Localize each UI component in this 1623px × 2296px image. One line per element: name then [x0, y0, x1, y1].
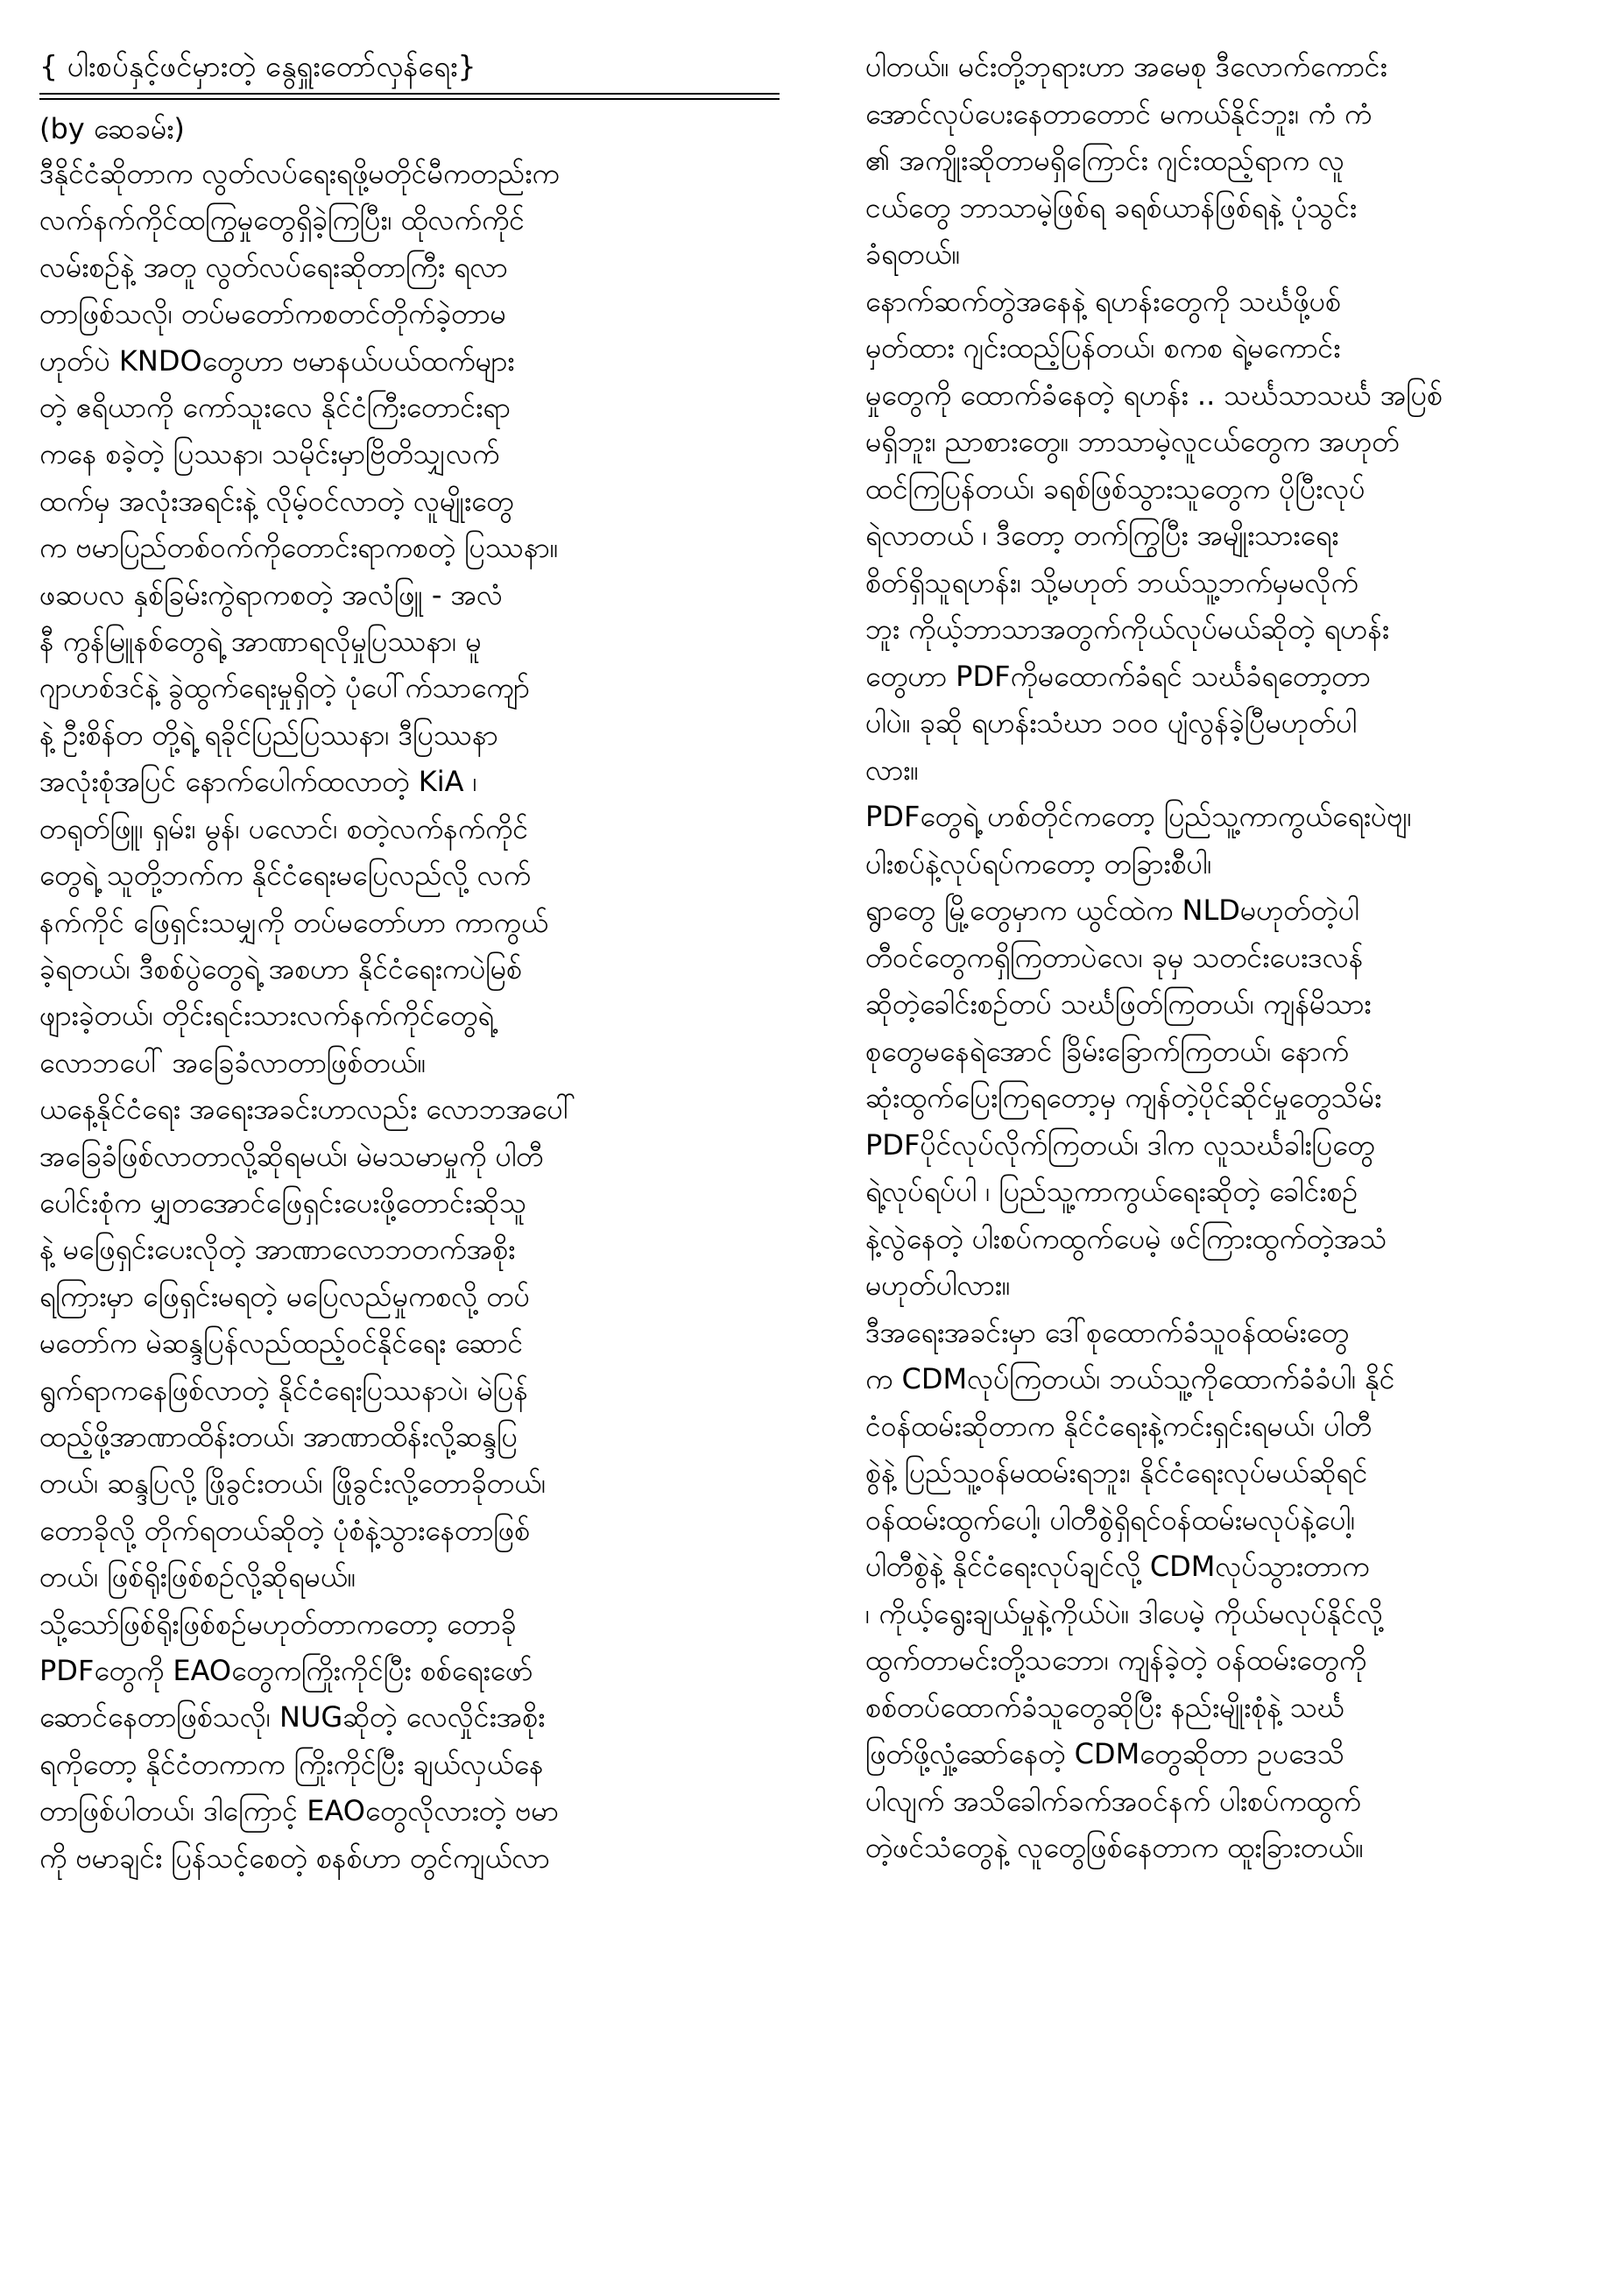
text-line: ထင်ကြပြန်တယ်၊ ခရစ်ဖြစ်သွားသူတွေက ပိုပြီးလုပ် [865, 471, 1365, 505]
text-line: PDFပိုင်လုပ်လိုက်ကြတယ်၊ ဒါက လူသင်္ဃခါးပြတွေ [865, 1127, 1375, 1162]
text-line: လား။ [865, 752, 919, 787]
text-line: က ဗမာပြည်တစ်ဝက်ကိုတောင်းရာကစတဲ့ ပြဿနာ။ [39, 531, 559, 565]
text-line: တာဖြစ်သလို၊ တပ်မတော်ကစတင်တိုက်ခဲ့တာမ [39, 297, 506, 331]
text-line: နဲ့ ဦးစိန်တ တို့ရဲ့ ရခိုင်ပြည်ပြဿနာ၊ ဒီပြဿနာ [39, 717, 498, 752]
text-line: လက်နက်ကိုင်ထကြွမှုတွေရှိခဲ့ကြပြီး၊ ထိုလက်ကိုင် [39, 203, 526, 237]
text-line: က CDMလုပ်ကြတယ်၊ ဘယ်သူ့ကိုထောက်ခံခံပါ၊ နိုင် [865, 1362, 1395, 1395]
text-line: ဒီနိုင်ငံဆိုတာက လွတ်လပ်ရေးရဖို့မတိုင်မီကတည်းက [39, 157, 560, 190]
text-line: ဖြတ်ဖို့လှုံ့ဆော်နေတဲ့ CDMတွေဆိုတာ ဥပဒေသိ [865, 1737, 1344, 1770]
text-line: ပါတယ်။ မင်းတို့ဘုရားဟာ အမေစု ဒီလောက်ကောင်း [865, 50, 1387, 83]
left-body-text [39, 151, 780, 1882]
text-line: တောခိုလို့ တိုက်ရတယ်ဆိုတဲ့ ပုံစံနဲ့သွားနေတာဖြစ် [39, 1513, 531, 1547]
text-line: မရှိဘူး၊ ညာစားတွေ။ ဘာသာမဲ့လူငယ်တွေက အဟုတ် [865, 425, 1400, 458]
text-line: ရကြားမှာ ဖြေရှင်းမရတဲ့ မပြေလည်မှုကစလို့ တပ် [39, 1279, 530, 1313]
text-line: မှတ်ထား ဂျင်းထည့်ပြန်တယ်၊ စကစ ရဲ့မကောင်း [865, 331, 1341, 364]
text-line: ငယ်တွေ ဘာသာမဲ့ဖြစ်ရ ခရစ်ယာန်ဖြစ်ရနဲ့ ပုံသွင်း [865, 190, 1358, 224]
text-line: ခံရတယ်။ [865, 237, 961, 271]
text-line: ကို ဗမာချင်း ပြန်သင့်စေတဲ့ စနစ်ဟာ တွင်ကျယ်လာ [39, 1840, 550, 1875]
text-line: နဲ့ မဖြေရှင်းပေးလိုတဲ့ အာဏာလောဘတက်အစိုး [39, 1233, 516, 1267]
text-line: ထွက်တာမင်းတို့သဘော၊ ကျန်ခဲ့တဲ့ ဝန်ထမ်းတွေကို [865, 1643, 1367, 1677]
text-line: ဆိုတဲ့ခေါင်းစဥ်တပ် သင်္ဃဖြတ်ကြတယ်၊ ကျန်မိသား [865, 987, 1372, 1021]
text-line: PDFတွေရဲ့ ဟစ်တိုင်ကတော့ ပြည်သူ့ကာကွယ်ရေးပဲဗျ၊ [865, 800, 1412, 833]
text-line: ဘူး ကိုယ့်ဘာသာအတွက်ကိုယ်လုပ်မယ်ဆိုတဲ့ ရဟန်း [865, 612, 1389, 646]
text-line: ဂျာဟစ်ဒင်နဲ့ ခွဲထွက်ရေးမှုရှိတဲ့ ပုံပေါ်က်သာကျော် [39, 671, 530, 705]
text-line: ရဲ့လုပ်ရပ်ပါ ၊ ပြည်သူ့ကာကွယ်ရေးဆိုတဲ့ ခေါင်းစဥ် [865, 1175, 1358, 1208]
text-line: တယ်၊ ဆန္ဒပြလို့ ဖြိုခွင်းတယ်၊ ဖြိုခွင်းလို့တောခိုတယ်၊ [39, 1466, 547, 1501]
byline: (by ဆေခမ်း) [39, 112, 185, 145]
text-line: ၏ အကျိုးဆိုတာမရှိကြောင်း ဂျင်းထည့်ရာက လူ [865, 144, 1345, 177]
text-line: တဲ့ဖင်သံတွေနဲ့ လူတွေဖြစ်နေတာက ထူးခြားတယ်။ [865, 1831, 1364, 1864]
text-line: ယနေ့နိုင်ငံရေး အရေးအခင်းဟာလည်း လောဘအပေါ် [39, 1092, 576, 1127]
text-line: ဆုံးထွက်ပြေးကြရတော့မှ ကျန်တဲ့ပိုင်ဆိုင်မှုတွေသိမ်း [865, 1081, 1382, 1114]
text-line: ခဲ့ရတယ်၊ ဒီစစ်ပွဲတွေရဲ့ အစဟာ နိုင်ငံရေးကပဲမြစ် [39, 951, 522, 986]
text-line: ထည့်ဖို့အာဏာထိန်းတယ်၊ အာဏာထိန်းလို့ဆန္ဒပြ [39, 1419, 518, 1453]
text-line: နက်ကိုင် ဖြေရှင်းသမျှကို တပ်မတော်ဟာ ကာကွယ် [39, 905, 548, 939]
right-column [865, 44, 1592, 1872]
text-line: ပါပဲ။ ခုဆို ရဟန်းသံဃာ ၁၀၀ ပျံလွန်ခဲ့ပြီမဟုတ်ပါ [865, 706, 1358, 739]
text-line: ရကိုတော့ နိုင်ငံတကာက ကြိုးကိုင်ပြီး ချယ်လှယ်နေ [39, 1747, 544, 1781]
text-line: ပါလျက် အသိခေါက်ခက်အဝင်နက် ပါးစပ်ကထွက် [865, 1784, 1361, 1818]
text-line: စစ်တပ်ထောက်ခံသူတွေဆိုပြီး နည်းမျိုးစုံနဲ့ သင်္ဃ [865, 1690, 1345, 1724]
text-line: စုတွေမနေရဲအောင် ခြိမ်းခြောက်ကြတယ်၊ နောက် [865, 1034, 1349, 1068]
text-line: မတော်က မဲဆန္ဒပြန်လည်ထည့်ဝင်နိုင်ရေး ဆောင် [39, 1326, 524, 1360]
text-line: နဲ့လွဲနေတဲ့ ပါးစပ်ကထွက်ပေမဲ့ ဖင်ကြားထွက်တဲ့အသံ [865, 1221, 1387, 1255]
text-line: စွဲနဲ့ ပြည်သူ့ဝန်မထမ်းရဘူး၊ နိုင်ငံရေးလုပ်မယ်ဆိုရင် [865, 1456, 1368, 1489]
text-line: လောဘပေါ် အခြေခံလာတာဖြစ်တယ်။ [39, 1045, 427, 1079]
text-line: တွေရဲ့ သူတို့ဘက်က နိုင်ငံရေးမပြေလည်လို့ လက် [39, 858, 532, 893]
text-line: အလုံးစုံအပြင် နောက်ပေါက်ထလာတဲ့ KiA ၊ [39, 765, 477, 799]
text-line: နီ ကွန်မြူနစ်တွေရဲ့ အာဏာရလိုမှုပြဿနာ၊ မူ [39, 625, 482, 659]
text-line: ပါတီစွဲနဲ့ နိုင်ငံရေးလုပ်ချင်လို့ CDMလုပ်သွားတာက [865, 1550, 1370, 1583]
text-line: ငံဝန်ထမ်းဆိုတာက နိုင်ငံရေးနဲ့ကင်းရှင်းရမယ်၊ ပါတီ [865, 1409, 1372, 1443]
text-line: တွေဟာ PDFကိုမထောက်ခံရင် သင်္ဃခံရတော့တာ [865, 659, 1371, 693]
article-title: { ပါးစပ်နှင့်ဖင်မှားတဲ့ နွေရှူးတော်လှန်ရေး} [39, 49, 476, 83]
text-line: ရွက်ရာကနေဖြစ်လာတဲ့ နိုင်ငံရေးပြဿနာပဲ၊ မဲပြန် [39, 1373, 528, 1407]
text-line: ဟုတ်ပဲ KNDOတွေဟာ ဗမာနယ်ပယ်ထက်များ [39, 343, 515, 378]
text-line: PDFတွေကို EAOတွေကကြိုးကိုင်ပြီး စစ်ရေးဖော် [39, 1654, 533, 1687]
text-line: ရဲလာတယ် ၊ ဒီတော့ တက်ကြွပြီး အမျိုးသားရေး [865, 519, 1339, 552]
text-line: ကနေ စခဲ့တဲ့ ပြဿနာ၊ သမိုင်းမှာဗြိတိသျှလက် [39, 437, 500, 471]
text-line: ၊ ကိုယ့်ရွေးချယ်မှုနဲ့ကိုယ်ပဲ။ ဒါပေမဲ့ ကိုယ်မလုပ်နိုင်လို့ [865, 1596, 1384, 1630]
text-line: ထက်မှ အလုံးအရင်းနဲ့ လိုမ့်ဝင်လာတဲ့ လူမျိုးတွေ [39, 484, 514, 518]
text-line: ဖျားခဲ့တယ်၊ တိုင်းရင်းသားလက်နက်ကိုင်တွေရဲ့ [39, 999, 494, 1033]
right-body-text [865, 44, 1592, 1872]
text-line: ရွာတွေ မြို့တွေမှာက ယွင်ထဲက NLDမဟုတ်တဲ့ပါ [865, 894, 1359, 927]
text-line: လမ်းစဥ်နဲ့ အတူ လွတ်လပ်ရေးဆိုတာကြီး ရလာ [39, 250, 508, 284]
text-line: ပါးစပ်နဲ့လုပ်ရပ်ကတော့ တခြားစီပါ၊ [865, 846, 1212, 880]
text-line: ဝန်ထမ်းထွက်ပေါ့၊ ပါတီစွဲရှိရင်ဝန်ထမ်းမလုပ်နဲ့ပေါ့၊ [865, 1502, 1356, 1537]
text-line: စိတ်ရှိသူရဟန်း၊ သို့မဟုတ် ဘယ်သူ့ဘက်မှမလိုက် [865, 565, 1358, 599]
text-line: တယ်၊ ဖြစ်ရိုးဖြစ်စဥ်လို့ဆိုရမယ်။ [39, 1560, 356, 1594]
text-line: တရုတ်ဖြူ၊ ရှမ်း၊ မွန်၊ ပလောင်၊ စတဲ့လက်နက်ကိုင် [39, 811, 529, 845]
text-line: မဟုတ်ပါလား။ [865, 1268, 1011, 1302]
left-column [39, 44, 780, 1882]
text-line: တီဝင်တွေကရှိကြတာပဲလေ၊ ခုမှ သတင်းပေးဒလန် [865, 940, 1364, 974]
text-line: မှုတွေကို ထောက်ခံနေတဲ့ ရဟန်း .. သင်္ဃသာသင်္ဃ အပြစ် [865, 378, 1443, 412]
title-double-rule [39, 93, 780, 100]
text-line: သို့သော်ဖြစ်ရိုးဖြစ်စဥ်မဟုတ်တာကတော့ တောခို [39, 1607, 517, 1641]
text-line: ဖဆပလ နှစ်ခြမ်းကွဲရာကစတဲ့ အလံဖြူ - အလံ [39, 577, 503, 611]
text-line: ဒီအရေးအခင်းမှာ ဒေါ်စုထောက်ခံသူဝန်ထမ်းတွေ [865, 1315, 1350, 1349]
text-line: တဲ့ ဧရိယာကို ကော်သူးလေ နိုင်ငံကြီးတောင်းရာ [39, 391, 511, 425]
text-line: ဆောင်နေတာဖြစ်သလို၊ NUGဆိုတဲ့ လေလှိုင်းအစိုး [39, 1700, 546, 1734]
text-line: နောက်ဆက်တွဲအနေနဲ့ ရဟန်းတွေကို သင်္ဃဖို့ပစ် [865, 284, 1341, 318]
text-line: တာဖြစ်ပါတယ်၊ ဒါကြောင့် EAOတွေလိုလားတဲ့ ဗမာ [39, 1794, 559, 1828]
text-line: ပေါင်းစုံက မျှတအောင်ဖြေရှင်းပေးဖို့တောင်းဆိုသူ [39, 1185, 527, 1219]
text-line: အောင်လုပ်ပေးနေတာတောင် မကယ်နိုင်ဘူး၊ ကံ ကံ [865, 96, 1372, 131]
text-line: အခြေခံဖြစ်လာတာလို့ဆိုရမယ်၊ မဲမသမာမှုကို ပါတီ [39, 1139, 544, 1173]
